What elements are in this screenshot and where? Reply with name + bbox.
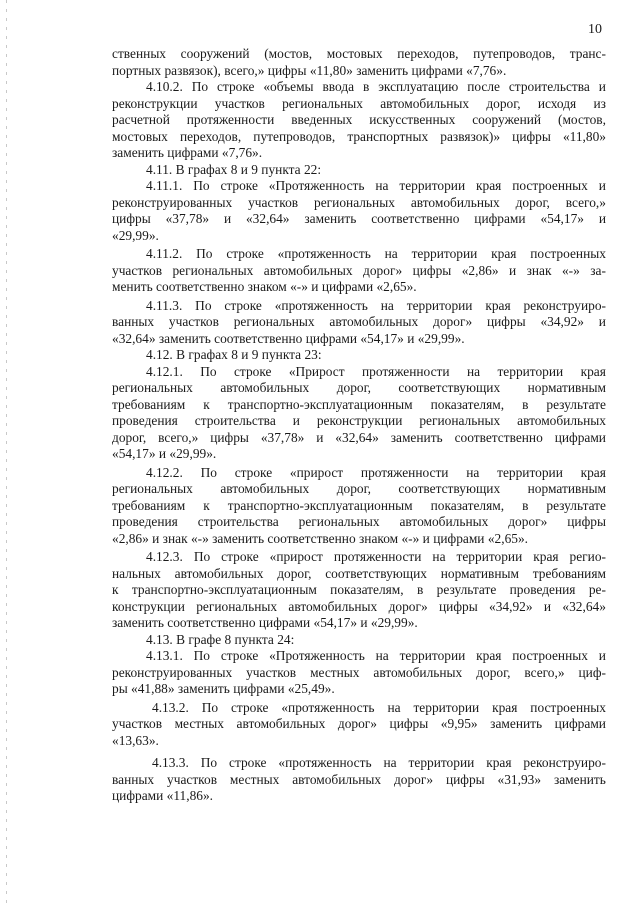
text-line: региональных автомобильных дорог, соответствующих нормативным xyxy=(112,481,606,496)
text-line: 4.13.2. По строке «протяженность на территории края построенных xyxy=(152,699,606,715)
text-line: к транспортно-эксплуатационным показателям, в результате проведения ре- xyxy=(112,582,606,597)
text-line: ственных сооружений (мостов, мостовых переходов, путепроводов, транс- xyxy=(112,46,606,61)
paragraph-p-4-13 xyxy=(112,632,606,649)
text-line: реконструированных участков местных автомобильных дорог, всего,» циф- xyxy=(112,664,606,680)
text-line: расчетной протяженности введенных искусственных сооружений (мостов, xyxy=(112,112,606,127)
paragraph-p-4-11-2 xyxy=(112,246,606,296)
paragraph-p-4-10-2 xyxy=(112,79,606,162)
paragraph-p-4-11 xyxy=(112,162,606,179)
text-line: «32,64» заменить соответственно цифрами «54,17» и «29,99». xyxy=(112,330,465,346)
text-line: нальных автомобильных дорог, соответствующих нормативным требованиям xyxy=(112,565,606,581)
text-line: проведения строительства и реконструкции региональных автомобильных xyxy=(112,413,606,428)
text-line: 4.11.2. По строке «протяженность на территории края построенных xyxy=(146,246,606,261)
text-line: 4.12.2. По строке «прирост протяженности на территории края xyxy=(146,464,606,480)
text-line: ры «41,88» заменить цифрами «25,49». xyxy=(112,681,335,696)
text-line: 4.11.3. По строке «протяженность на территории края реконструиро- xyxy=(146,297,606,313)
paragraph-p-4-12-2 xyxy=(112,465,606,548)
text-line: менить соответственно знаком «-» и цифрами «2,65». xyxy=(112,279,417,294)
paragraph-p-4-11-1 xyxy=(112,178,606,244)
text-line: 4.12.3. По строке «прирост протяженности на территории края регио- xyxy=(146,549,606,564)
text-line: 4.10.2. По строке «объемы ввода в эксплуатацию после строительства и xyxy=(146,79,606,94)
document-body xyxy=(112,46,606,805)
paragraph-p-4-12-3 xyxy=(112,549,606,632)
text-line: «2,86» и знак «-» заменить соответственно знаком «-» и цифрами «2,65». xyxy=(112,530,528,546)
text-line: 4.13. В графе 8 пункта 24: xyxy=(146,631,295,647)
paragraph-p-4-13-2 xyxy=(112,700,606,750)
paragraph-cont xyxy=(112,46,606,79)
paragraph-p-4-13-1 xyxy=(112,648,606,698)
text-line: 4.12. В графах 8 и 9 пункта 23: xyxy=(146,347,322,362)
text-line: дорог, всего,» цифры «37,78» и «32,64» заменить соответственно цифрами xyxy=(112,429,606,445)
page-number: 10 xyxy=(588,22,602,37)
text-line: проведения строительства региональных автомобильных дорог» цифры xyxy=(112,514,606,529)
paragraph-p-4-11-3 xyxy=(112,298,606,348)
text-line: «13,63». xyxy=(112,732,159,748)
paragraph-p-4-12-1 xyxy=(112,364,606,463)
text-line: мостовых переходов, путепроводов, транспортных развязок)» цифры «11,80» xyxy=(112,128,606,144)
text-line: заменить цифрами «7,76». xyxy=(112,145,263,160)
text-line: ванных участков региональных автомобильных дорог» цифры «34,92» и xyxy=(112,314,606,329)
text-line: требованиям к транспортно-эксплуатационным показателям, в результате xyxy=(112,497,606,513)
text-line: заменить соответственно цифрами «54,17» и «29,99». xyxy=(112,615,418,630)
text-line: конструкции региональных автомобильных дорог» цифры «34,92» и «32,64» xyxy=(112,598,606,614)
text-line: 4.11. В графах 8 и 9 пункта 22: xyxy=(146,161,322,177)
paragraph-p-4-12 xyxy=(112,347,606,364)
text-line: «54,17» и «29,99». xyxy=(112,446,217,461)
text-line: реконструированных участков региональных автомобильных дорог, всего,» xyxy=(112,194,606,210)
scan-edge-artifact xyxy=(6,0,7,905)
text-line: цифрами «11,86». xyxy=(112,788,214,803)
text-line: ванных участков местных автомобильных дорог» цифры «31,93» заменить xyxy=(112,771,606,787)
text-line: 4.13.1. По строке «Протяженность на территории края построенных и xyxy=(146,648,606,663)
text-line: участков региональных автомобильных дорог» цифры «2,86» и знак «-» за- xyxy=(112,262,606,278)
text-line: 4.12.1. По строке «Прирост протяженности на территории края xyxy=(146,363,606,379)
text-line: региональных автомобильных дорог, соответствующих нормативным xyxy=(112,380,606,395)
text-line: участков местных автомобильных дорог» цифры «9,95» заменить цифрами xyxy=(112,716,606,731)
text-line: 4.13.3. По строке «протяженность на территории края реконструиро- xyxy=(152,755,606,770)
text-line: «29,99». xyxy=(112,227,159,243)
paragraph-p-4-13-3 xyxy=(112,755,606,805)
text-line: цифры «37,78» и «32,64» заменить соответственно цифрами «54,17» и xyxy=(112,211,606,226)
text-line: портных развязок), всего,» цифры «11,80» заменить цифрами «7,76». xyxy=(112,62,507,78)
text-line: 4.11.1. По строке «Протяженность на территории края построенных и xyxy=(146,178,606,193)
text-line: реконструкции участков региональных автомобильных дорог, исходя из xyxy=(112,95,606,111)
text-line: требованиям к транспортно-эксплуатационным показателям, в результате xyxy=(112,396,606,412)
